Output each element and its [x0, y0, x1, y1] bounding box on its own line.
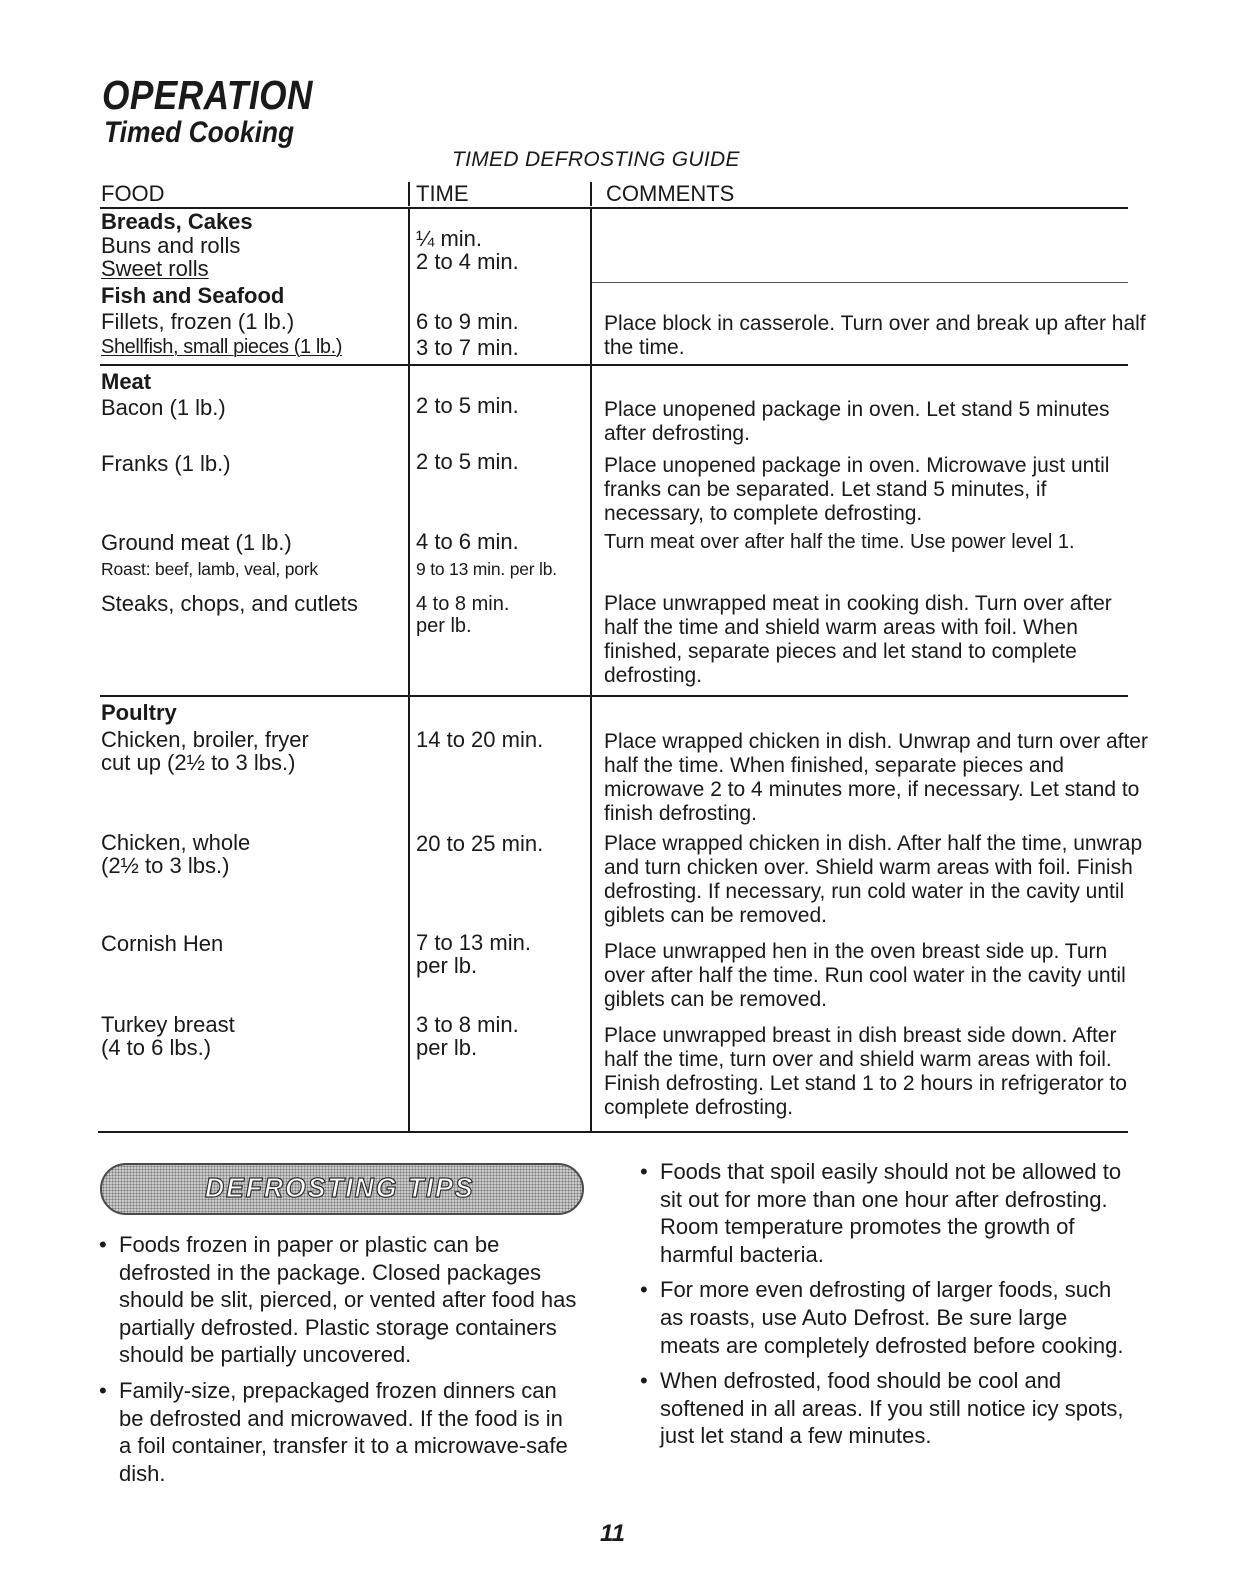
time-shellfish: 3 to 7 min.: [416, 335, 519, 360]
time-roast: 9 to 13 min. per lb.: [416, 559, 557, 579]
category-meat: Meat: [101, 369, 152, 394]
tip-item: • When defrosted, food should be cool and softened in all areas. If you still notice icy spots, just let stand a few minutes.: [640, 1367, 1130, 1450]
food-ground-meat: Ground meat (1 lb.): [101, 530, 292, 555]
food-chicken-whole-weight: (2½ to 3 lbs.): [101, 853, 230, 878]
time-chicken-cut-up: 14 to 20 min.: [416, 727, 544, 752]
column-rule-time: [408, 207, 410, 1132]
time-cornish-hen-unit: per lb.: [416, 953, 478, 978]
time-steaks-unit: per lb.: [416, 615, 472, 637]
row-rule-fish: [100, 364, 1128, 366]
food-chicken-whole: Chicken, whole: [101, 830, 251, 855]
time-sweet-rolls: 2 to 4 min.: [416, 249, 519, 274]
food-fillets: Fillets, frozen (1 lb.): [101, 309, 295, 334]
food-franks: Franks (1 lb.): [101, 451, 231, 476]
row-rule-meat: [100, 695, 1128, 697]
comment-franks: Place unopened package in oven. Microwave just until franks can be separated. Let stand 5 minutes, if necessary, to complete defrosting.: [604, 454, 1110, 525]
food-chicken-cut-up: Chicken, broiler, fryer: [101, 727, 309, 752]
tip-item: • For more even defrosting of larger foods, such as roasts, use Auto Defrost. Be sure large meats are completely defrosted before cooking.: [640, 1276, 1130, 1359]
comment-steaks: Place unwrapped meat in cooking dish. Turn over after half the time and shield warm areas with foil. When finished, separate pieces and let stand to complete defrosting.: [604, 592, 1112, 687]
time-turkey-breast: 3 to 8 min.: [416, 1012, 519, 1037]
time-ground-meat: 4 to 6 min.: [416, 529, 519, 554]
tips-left-column: [99, 1231, 579, 1495]
time-franks: 2 to 5 min.: [416, 449, 519, 474]
food-bacon: Bacon (1 lb.): [101, 395, 226, 420]
food-shellfish: Shellfish, small pieces (1 lb.): [101, 336, 343, 358]
food-turkey-breast: Turkey breast: [101, 1012, 235, 1037]
header-rule: [100, 207, 1128, 209]
row-rule-comments-breads: [592, 282, 1128, 283]
tip-item: • Foods that spoil easily should not be allowed to sit out for more than one hour after defrosting. Room temperature promotes the growth of harmful bacteria.: [640, 1158, 1130, 1268]
header-divider-time: [408, 182, 410, 206]
category-poultry: Poultry: [101, 700, 177, 725]
time-fillets: 6 to 9 min.: [416, 309, 519, 334]
comment-ground-meat: Turn meat over after half the time. Use power level 1.: [604, 531, 1075, 553]
table-bottom-rule: [98, 1131, 1128, 1133]
time-cornish-hen: 7 to 13 min.: [416, 930, 531, 955]
time-turkey-breast-unit: per lb.: [416, 1035, 478, 1060]
header-divider-comments: [590, 182, 592, 206]
comment-chicken-cut-up: Place wrapped chicken in dish. Unwrap and turn over after half the time. When finished, separate pieces and microwave 2 to 4 minutes more, if necessary. Let stand to finish defrosting.: [604, 730, 1148, 825]
time-steaks: 4 to 8 min.: [416, 593, 510, 615]
tips-right-column: [640, 1158, 1130, 1458]
tip-item: • Family-size, prepackaged frozen dinners can be defrosted and microwaved. If the food is in a foil container, transfer it to a microwave-safe dish.: [99, 1377, 579, 1487]
comment-bacon: Place unopened package in oven. Let stand 5 minutes after defrosting.: [604, 398, 1110, 445]
time-bacon: 2 to 5 min.: [416, 393, 519, 418]
category-fish-seafood: Fish and Seafood: [101, 283, 285, 308]
food-turkey-breast-weight: (4 to 6 lbs.): [101, 1035, 212, 1060]
category-breads-cakes: Breads, Cakes: [101, 209, 253, 234]
food-roast: Roast: beef, lamb, veal, pork: [101, 559, 318, 579]
food-sweet-rolls: Sweet rolls: [101, 256, 209, 281]
food-steaks-chops-cutlets: Steaks, chops, and cutlets: [101, 591, 358, 616]
time-buns-and-rolls: ¼ min.: [416, 226, 483, 251]
tip-item: • Foods frozen in paper or plastic can be defrosted in the package. Closed packages should be slit, pierced, or vented after food has partially defrosted. Plastic storage containers should be partially uncovered.: [99, 1231, 579, 1369]
column-rule-comments: [590, 207, 592, 1132]
food-buns-and-rolls: Buns and rolls: [101, 233, 241, 258]
page-number: 11: [600, 1520, 625, 1547]
column-header-time: TIME: [416, 181, 469, 206]
section-title: OPERATION: [102, 72, 313, 118]
food-cornish-hen: Cornish Hen: [101, 931, 224, 956]
subsection-title: Timed Cooking: [104, 116, 295, 149]
defrosting-tips-title: DEFROSTING TIPS: [205, 1172, 475, 1203]
time-chicken-whole: 20 to 25 min.: [416, 831, 544, 856]
comment-chicken-whole: Place wrapped chicken in dish. After half the time, unwrap and turn chicken over. Shield warm areas with foil. Finish defrosting. If necessary, run cold water in the cavity until giblets can be removed.: [604, 832, 1143, 927]
column-header-food: FOOD: [101, 181, 165, 206]
comment-cornish-hen: Place unwrapped hen in the oven breast side up. Turn over after half the time. Run cool water in the cavity until giblets can be removed.: [604, 940, 1126, 1011]
comment-fish: Place block in casserole. Turn over and break up after half the time.: [604, 312, 1146, 359]
column-header-comments: COMMENTS: [606, 181, 735, 206]
comment-turkey-breast: Place unwrapped breast in dish breast side down. After half the time, turn over and shield warm areas with foil. Finish defrosting. Let stand 1 to 2 hours in refrigerator to complete defrosting.: [604, 1024, 1127, 1119]
guide-title: TIMED DEFROSTING GUIDE: [452, 148, 740, 171]
food-chicken-cut-up-weight: cut up (2½ to 3 lbs.): [101, 750, 296, 775]
